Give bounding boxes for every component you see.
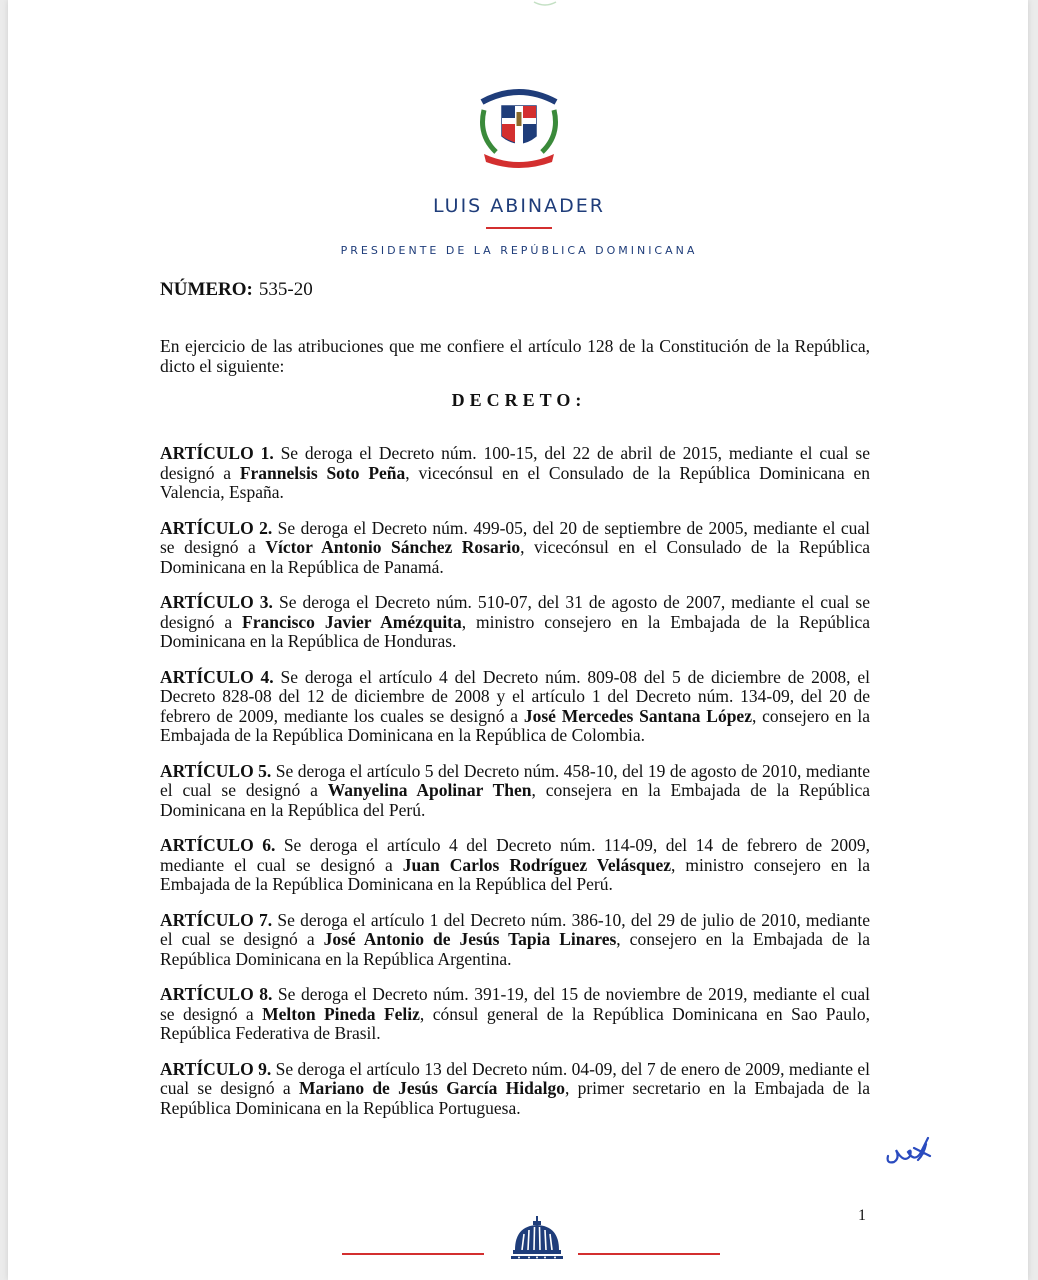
article-text: Se deroga el Decreto núm. 499-05, del 20 de septiembre de 2005, mediante el cual se designó a (160, 517, 870, 557)
article-label: ARTÍCULO 3. (160, 592, 273, 612)
article-2 (160, 519, 870, 578)
designee-name: Wanyelina Apolinar Then (327, 780, 532, 800)
article-text: Se deroga el Decreto núm. 510-07, del 31 de agosto de 2007, mediante el cual se designó a (160, 592, 870, 632)
article-label: ARTÍCULO 6. (160, 835, 276, 855)
decree-heading: DECRETO: (451, 390, 587, 410)
designee-name: Francisco Javier Amézquita (242, 611, 462, 632)
article-3 (160, 593, 870, 652)
article-text: , primer secretario en la Embajada de la República Dominicana en la República Portuguesa. (160, 1078, 870, 1118)
designee-name: Víctor Antonio Sánchez Rosario (265, 537, 521, 557)
president-title: PRESIDENTE DE LA REPÚBLICA DOMINICANA (340, 244, 698, 257)
decree-number-label: NÚMERO: (160, 279, 253, 300)
designee-name: Mariano de Jesús García Hidalgo (298, 1078, 565, 1098)
intro-paragraph: En ejercicio de las atribuciones que me confiere el artículo 128 de la Constitución de la República, dicto el siguiente: (160, 336, 870, 376)
article-label: ARTÍCULO 7. (160, 909, 273, 930)
article-text: Se deroga el artículo 4 del Decreto núm. 809-08 del 5 de diciembre de 2008, el Decreto 828-08 del 12 de diciembre de 2008 y el artículo 1 del Decreto núm. 134-09, del 20 de febrero de 2009, mediante los cuales se designó a (160, 666, 870, 726)
article-text: Se deroga el artículo 4 del Decreto núm. 114-09, del 14 de febrero de 2009, mediante el cual se designó a (160, 835, 870, 875)
article-7 (160, 911, 870, 970)
article-9 (160, 1060, 870, 1119)
designee-name: Frannelsis Soto Peña (239, 462, 406, 483)
footer-rule-left (342, 1253, 484, 1255)
article-text: , consejero en la Embajada de la República Dominicana en la República de Colombia. (160, 705, 871, 745)
decree-number (160, 279, 313, 301)
article-label: ARTÍCULO 2. (160, 517, 273, 538)
article-5 (160, 762, 870, 821)
article-label: ARTÍCULO 9. (160, 1058, 272, 1079)
article-text: Se deroga el Decreto núm. 391-19, del 15 de noviembre de 2019, mediante el cual se designó a (160, 984, 870, 1024)
page-number: 1 (858, 1207, 866, 1224)
article-text: Se deroga el Decreto núm. 100-15, del 22 de abril de 2015, mediante el cual se designó a (160, 443, 870, 483)
coat-of-arms-icon (474, 80, 564, 170)
article-8 (160, 985, 870, 1044)
article-4 (160, 668, 870, 746)
signature-initials (884, 1134, 934, 1170)
article-text: , ministro consejero en la Embajada de la República Dominicana en la República de Honduras. (160, 611, 870, 651)
article-text: , ministro consejero en la Embajada de la República Dominicana en la República del Perú. (160, 854, 871, 894)
article-1 (160, 444, 870, 503)
article-label: ARTÍCULO 4. (160, 666, 274, 687)
article-text: Se deroga el artículo 13 del Decreto núm. 04-09, del 7 de enero de 2009, mediante el cual se designó a (160, 1058, 870, 1098)
president-name: LUIS ABINADER (433, 195, 605, 217)
article-label: ARTÍCULO 1. (160, 443, 274, 463)
articles-list (160, 444, 870, 1134)
article-label: ARTÍCULO 8. (160, 984, 273, 1004)
article-text: , vicecónsul en el Consulado de la República Dominicana en Valencia, España. (160, 462, 870, 502)
article-text: , consejera en la Embajada de la República Dominicana en la República del Perú. (160, 780, 870, 820)
article-text: Se deroga el artículo 5 del Decreto núm. 458-10, del 19 de agosto de 2010, mediante el cual se designó a (160, 760, 870, 800)
designee-name: José Antonio de Jesús Tapia Linares (323, 929, 617, 949)
article-6 (160, 836, 870, 895)
article-text: , consejero en la Embajada de la República Dominicana en la República Argentina. (160, 929, 871, 969)
scan-mark-icon (530, 0, 560, 8)
designee-name: Melton Pineda Feliz (262, 1003, 420, 1024)
palace-dome-icon (509, 1214, 565, 1264)
designee-name: Juan Carlos Rodríguez Velásquez (402, 854, 672, 875)
footer-rule-right (578, 1253, 720, 1255)
name-underline (486, 227, 552, 229)
article-text: Se deroga el artículo 1 del Decreto núm. 386-10, del 29 de julio de 2010, mediante el cual se designó a (160, 909, 870, 949)
article-text: , vicecónsul en el Consulado de la República Dominicana en la República de Panamá. (160, 537, 870, 577)
designee-name: José Mercedes Santana López (523, 705, 752, 726)
article-label: ARTÍCULO 5. (160, 760, 272, 781)
decree-number-value: 535-20 (258, 279, 313, 300)
article-text: , cónsul general de la República Dominicana en Sao Paulo, República Federativa de Brasil. (160, 1003, 870, 1043)
